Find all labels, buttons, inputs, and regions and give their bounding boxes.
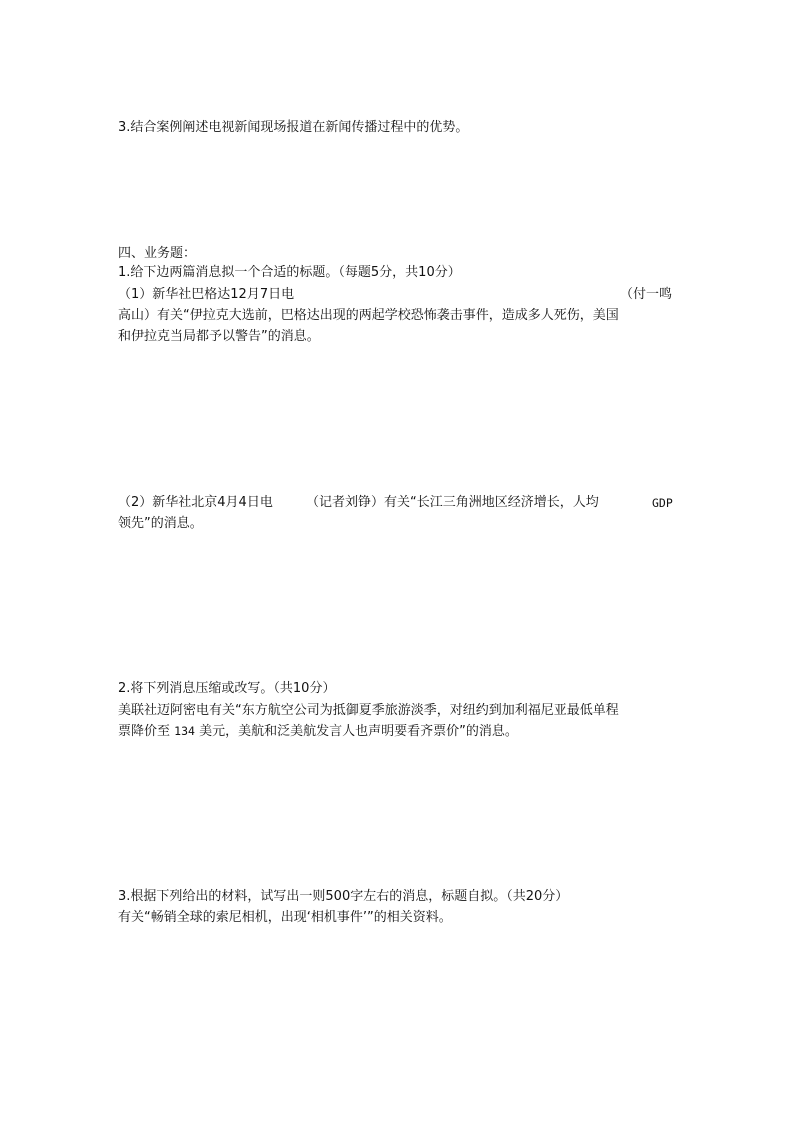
item-2-dateline: （2）新华社北京4月4日电 [118, 495, 273, 510]
section-heading: 四、业务题： [118, 246, 197, 261]
item-1-body-line-3: 和伊拉克当局都予以警告”的消息。 [118, 329, 320, 344]
question-2-text-b: 美元，美航和泛美航发言人也声明要看齐票价”的消息。 [199, 724, 518, 739]
question-2-prompt: 2.将下列消息压缩或改写。（共10分） [118, 681, 336, 696]
question-2-body-line-1: 美联社迈阿密电有关“东方航空公司为抵御夏季旅游淡季，对纽约到加利福尼亚最低单程 [118, 703, 619, 718]
item-1-reporter: （付一鸣 [620, 287, 673, 302]
item-1-body-line-2: 高山）有关“伊拉克大选前，巴格达出现的两起学校恐怖袭击事件，造成多人死伤，美国 [118, 308, 619, 323]
question-2-price: 134 [174, 724, 195, 738]
question-1-prompt: 1.给下边两篇消息拟一个合适的标题。（每题5分，共10分） [118, 265, 461, 280]
question-3-essay: 3.结合案例阐述电视新闻现场报道在新闻传播过程中的优势。 [118, 120, 469, 135]
question-2-body-line-2 [118, 722, 518, 741]
item-1-dateline: （1）新华社巴格达12月7日电 [118, 287, 295, 302]
question-3-prompt: 3.根据下列给出的材料，试写出一则500字左右的消息，标题自拟。（共20分） [118, 889, 569, 904]
question-3-body-line-1: 有关“畅销全球的索尼相机，出现‘相机事件’”的相关资料。 [118, 910, 452, 925]
item-2-gdp: GDP [652, 496, 673, 510]
item-2-body-line-2: 领先”的消息。 [118, 516, 203, 531]
item-2-body-line-1: （记者刘铮）有关“长江三角洲地区经济增长，人均 [306, 495, 599, 510]
question-2-text-a: 票降价至 [118, 724, 171, 739]
